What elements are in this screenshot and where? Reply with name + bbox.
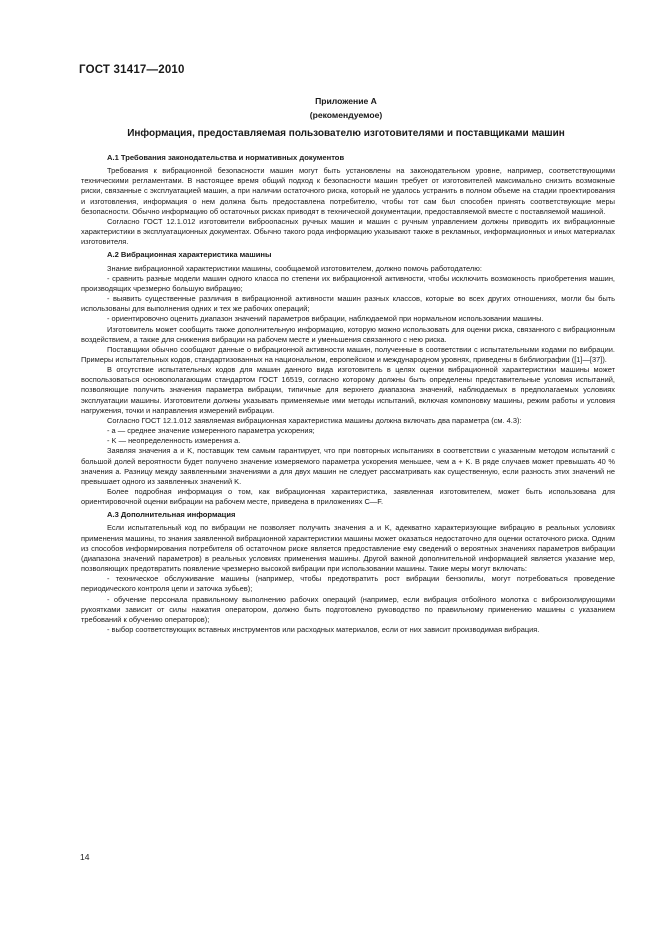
paragraph: Требования к вибрационной безопасности машин могут быть установлены на законодательном уровне, например, соответствующими техническими регламентами. В настоящее время общий подход к безопасности машин требует от изготовителей максимально снизить возможные риски, связанные с эксплуатацией машин, а при наличии остаточного риска, который не удалось устранить в полном объеме на стадии проектирования и изготовления, информация о нем должна быть предоставлена потребителю, чтобы тот сам был способен принять соответствующие меры безопасности. Обычно информацию об остаточных рисках приводят в технической документации, предоставляемой вместе с поставляемой машиной. [81,166,615,216]
list-item: - ориентировочно оценить диапазон значений параметров вибрации, наблюдаемой при нормальном использовании машины. [107,314,544,324]
paragraph: Заявляя значения a и K, поставщик тем самым гарантирует, что при повторных испытаниях в соответствии с указанным методом испытаний с большой долей вероятности будет получено значение измеряемого параметра ускорения меньшее, чем a + K. В ряде случаев может превышать 40 % значения a. Разницу между заявленными значениями a для двух машин не следует рассматривать как существенную, если разность этих значений не превышает одного из заявленных значений K. [81,446,615,486]
section-heading: А.3 Дополнительная информация [107,510,236,520]
paragraph: Согласно ГОСТ 12.1.012 изготовители виброопасных ручных машин и машин с ручным управлением должны приводить их вибрационные характеристики в эксплуатационных документах. Обычно такого рода информацию указывают также в рекламных, информационных и иных материалах изготовителя. [81,216,615,247]
paragraph: Изготовитель может сообщить также дополнительную информацию, которую можно использовать для оценки риска, связанного с вибрационным воздействием, а также для снижения вибрации на рабочем месте и уменьшения связанного с нею риска. [81,324,615,344]
paragraph: Поставщики обычно сообщают данные о вибрационной активности машин, полученные в соответствии с испытательными кодами по вибрации. Примеры испытательных кодов, стандартизованных на национальном, европейском и международном уровнях, приведены в библиографии ([1]—[37]). [81,344,615,364]
section-heading: А.1 Требования законодательства и нормативных документов [107,153,345,162]
list-item: - обучение персонала правильному выполнению рабочих операций (например, если вибрация отбойного молотка с виброизолирующими рукоятками зависит от силы нажатия оператором, должно быть подготовлено руководство по правильному применению машины с указанием требований к обучению операторов); [81,594,615,624]
appendix-status: (рекомендуемое) [309,110,383,120]
list-item: - K — неопределенность измерения a. [107,436,241,446]
appendix-label: Приложение А [315,96,377,106]
list-item: - выбор соответствующих вставных инструментов или расходных материалов, если от них зависит производимая вибрация. [107,625,540,635]
appendix-heading [80,94,612,122]
standard-header: ГОСТ 31417—2010 [79,64,185,76]
paragraph: В отсутствие испытательных кодов для машин данного вида изготовитель в целях оценки вибрационной характеристики машины может воспользоваться основополагающим стандартом ГОСТ 16519, согласно которому должны быть определены представительные условия испытаний, позволяющие получить значения параметра вибрации, типичные для верхнего диапазона значений, наблюдаемых в предполагаемых условиях эксплуатации машины. Изготовители должны указывать применяемые ими методы испытаний, включая компоновку машины, режим работы и условия нагружения, точки и направления измерений вибрации. [81,365,615,415]
document-body [81,153,615,635]
appendix-title: Информация, предоставляемая пользователю изготовителями и поставщиками машин [127,128,565,139]
section-heading: А.2 Вибрационная характеристика машины [107,250,272,260]
paragraph: Более подробная информация о том, как вибрационная характеристика, заявленная изготовителем, может быть использована для ориентировочной оценки вибрации на рабочем месте, приведена в приложениях С—F. [81,487,615,507]
paragraph: Если испытательный код по вибрации не позволяет получить значения a и K, адекватно характеризующие вибрацию в реальных условиях применения машины, то знания заявленной вибрационной характеристики машины может оказаться недостаточно для оценки остаточного риска. Одним из способов информирования потребителя об остаточном риске является предоставление ему сведений о вероятных значениях параметров вибрации (диапазона значений параметров) в реальных условиях применения машины. Другой важной дополнительной информацией является указание мер, позволяющих предотвратить появление чрезмерно высокой вибрации при использовании машины. Такие меры могут включать: [81,523,615,574]
list-item: - техническое обслуживание машины (например, чтобы предотвратить рост вибрации бензопилы, могут потребоваться проведение периодического контроля цепи и заточка зубьев); [81,574,615,594]
paragraph: Согласно ГОСТ 12.1.012 заявляемая вибрационная характеристика машины должна включать два параметра (см. 4.3): [107,415,522,425]
list-item: - a — среднее значение измеренного параметра ускорения; [107,426,315,436]
list-item: - выявить существенные различия в вибрационной активности машин разных классов, которые во всех других отношениях, могли бы быть использованы для выполнения одних и тех же рабочих операций; [81,294,615,314]
list-item: - сравнить разные модели машин одного класса по степени их вибрационной активности, чтобы исключить возможность приобретения машин, производящих чрезмерно большую вибрацию; [81,273,615,293]
page-number: 14 [80,852,90,862]
paragraph: Знание вибрационной характеристики машины, сообщаемой изготовителем, должно помочь работодателю: [107,263,482,273]
